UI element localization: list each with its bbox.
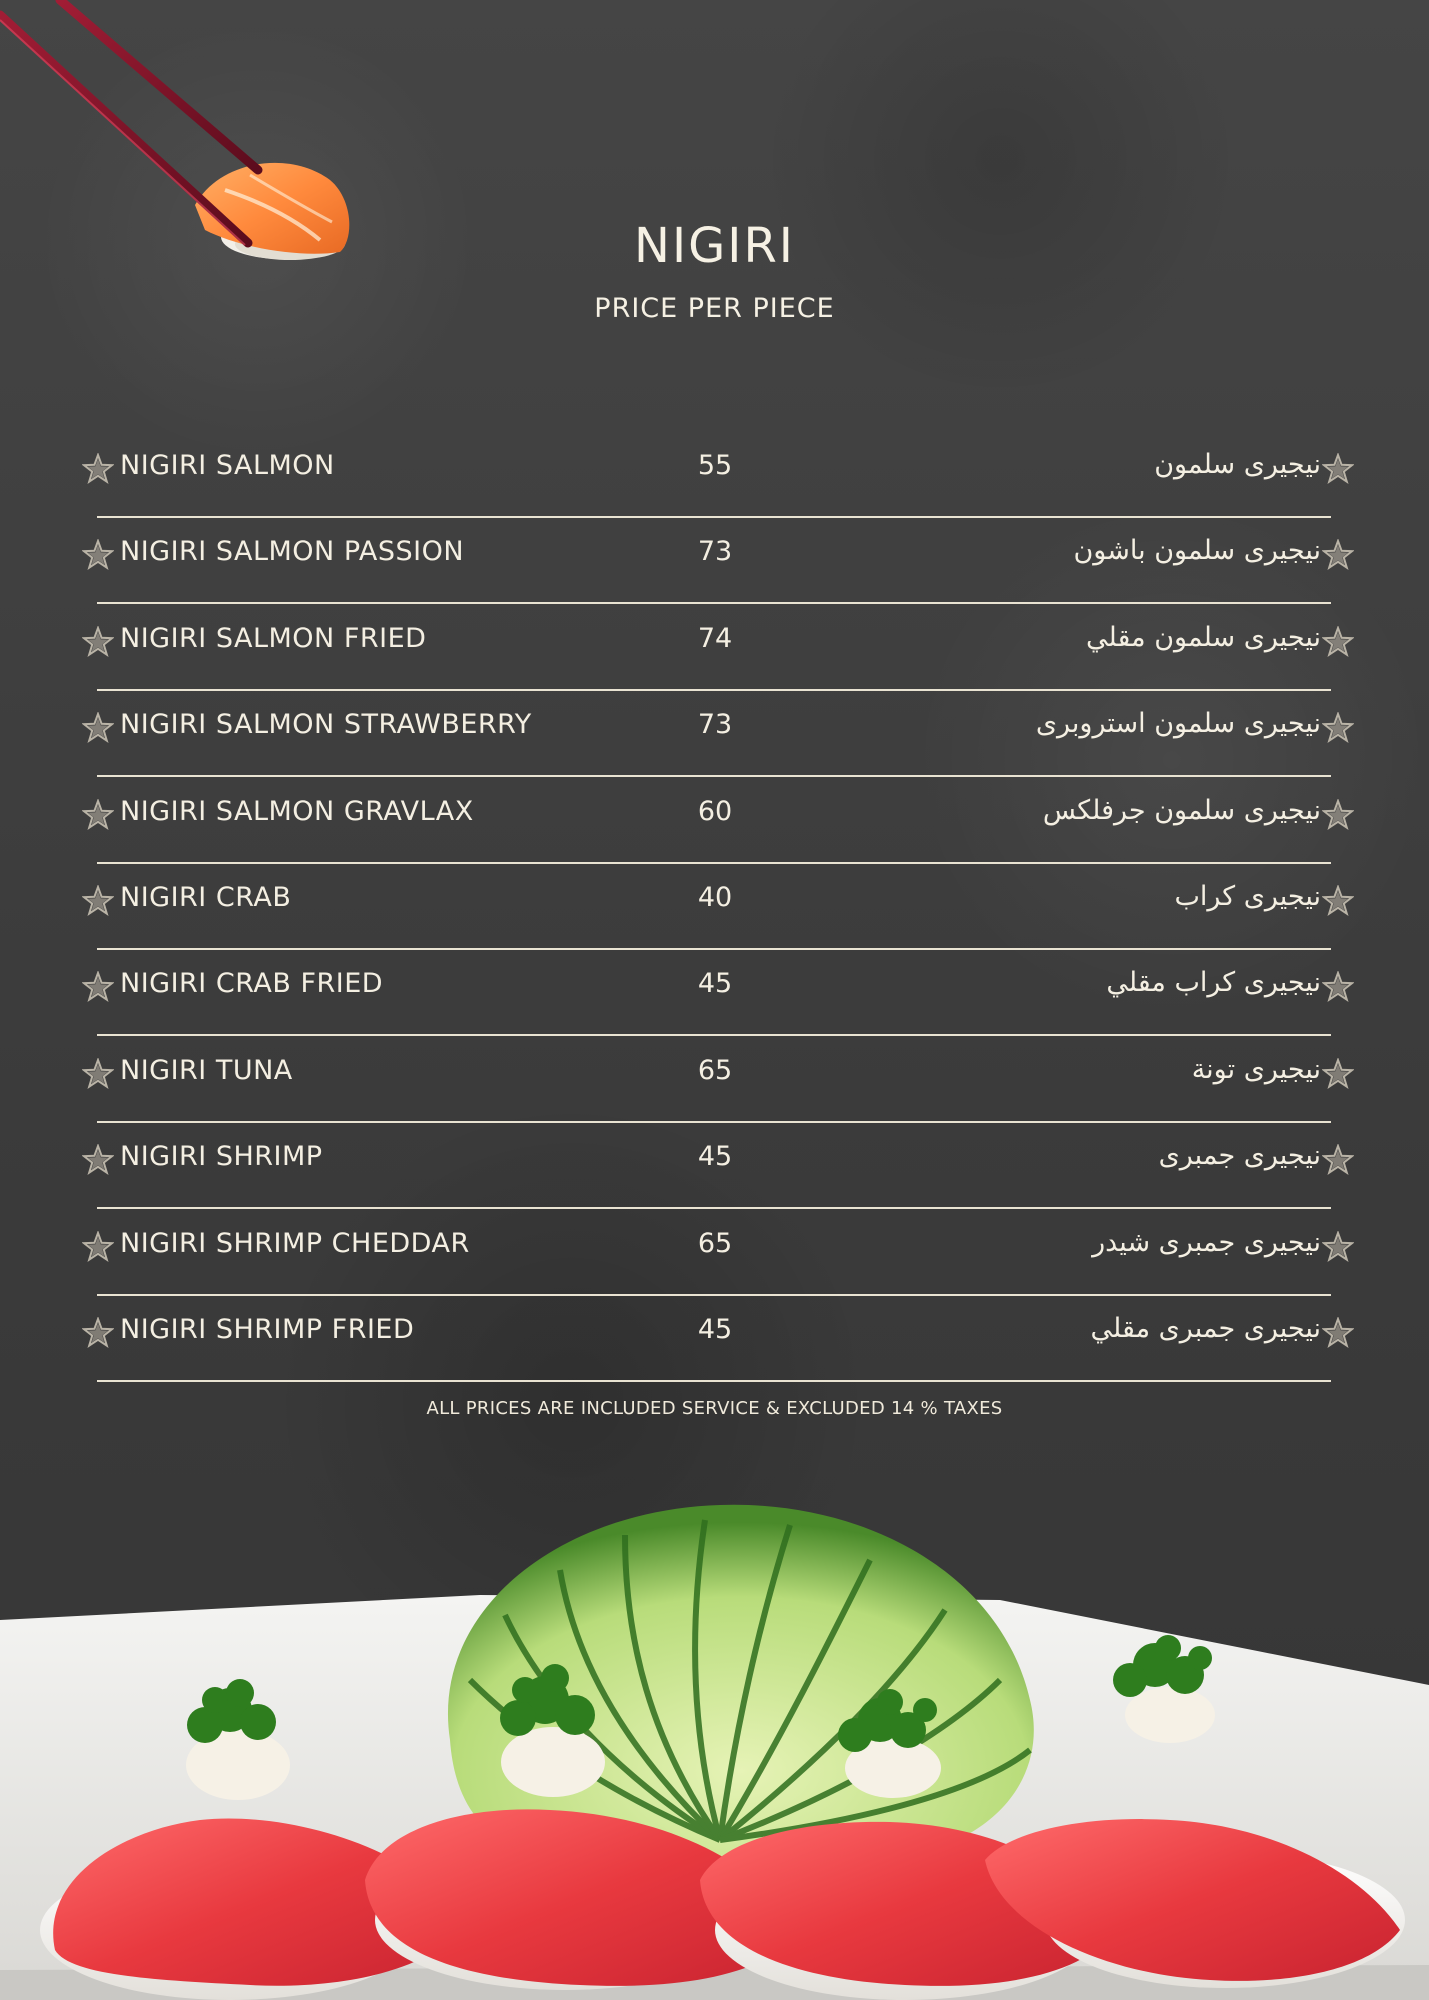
item-price: 65: [697, 1054, 733, 1086]
item-name-english: NIGIRI SHRIMP CHEDDAR: [120, 1227, 470, 1259]
star-icon: [1322, 799, 1354, 831]
item-name-arabic: نيجيرى كراب مقلي: [1106, 967, 1321, 999]
page-subtitle: PRICE PER PIECE: [594, 293, 835, 324]
star-icon: [1322, 539, 1354, 571]
item-name-arabic: نيجيرى جمبرى مقلي: [1090, 1312, 1321, 1344]
star-icon: [82, 626, 114, 658]
item-price: 45: [697, 1141, 733, 1173]
star-icon: [82, 1231, 114, 1263]
price-note: ALL PRICES ARE INCLUDED SERVICE & EXCLUDED 14 % TAXES: [426, 1398, 1003, 1419]
item-price: 73: [697, 709, 733, 741]
star-icon: [1322, 971, 1354, 1003]
star-icon: [82, 1144, 114, 1176]
star-icon: [1322, 712, 1354, 744]
star-icon: [1322, 453, 1354, 485]
menu-item-row: [0, 869, 1429, 955]
menu-item-row: [0, 783, 1429, 869]
item-name-english: NIGIRI SHRIMP FRIED: [120, 1313, 415, 1345]
menu-item-row: [0, 523, 1429, 609]
item-price: 55: [697, 450, 733, 481]
star-icon: [82, 1317, 114, 1349]
item-name-arabic: نيجيرى جمبرى: [1158, 1140, 1321, 1172]
item-name-arabic: نيجيرى كراب: [1174, 880, 1321, 912]
item-name-english: NIGIRI CRAB FRIED: [120, 968, 384, 1000]
item-price: 45: [697, 968, 733, 1000]
page-title: NIGIRI: [634, 218, 795, 274]
item-name-arabic: نيجيرى سلمون مقلي: [1086, 621, 1321, 653]
star-icon: [82, 453, 114, 485]
item-name-arabic: نيجيرى سلمون جرفلكس: [1042, 794, 1321, 826]
item-name-arabic: نيجيرى سلمون باشون: [1073, 535, 1321, 567]
item-price: 60: [697, 795, 733, 827]
menu-item-row: [0, 1215, 1429, 1301]
menu-list: [0, 437, 1429, 1387]
star-icon: [82, 712, 114, 744]
star-icon: [1322, 885, 1354, 917]
item-name-english: NIGIRI TUNA: [120, 1054, 293, 1086]
item-name-arabic: نيجيرى جمبرى شيدر: [1092, 1226, 1321, 1258]
item-price: 40: [697, 881, 733, 913]
star-icon: [82, 1058, 114, 1090]
item-name-english: NIGIRI SALMON: [120, 450, 335, 481]
item-name-english: NIGIRI SALMON FRIED: [120, 622, 427, 654]
star-icon: [82, 539, 114, 571]
item-price: 45: [697, 1313, 733, 1345]
item-name-english: NIGIRI SALMON PASSION: [120, 536, 465, 568]
tuna-nigiri-plate-image: [0, 1410, 1429, 2000]
menu-item-row: [0, 437, 1429, 523]
star-icon: [82, 885, 114, 917]
item-name-english: NIGIRI SALMON GRAVLAX: [120, 795, 474, 827]
star-icon: [1322, 1317, 1354, 1349]
star-icon: [1322, 1058, 1354, 1090]
menu-item-row: [0, 610, 1429, 696]
star-icon: [82, 799, 114, 831]
star-icon: [1322, 1231, 1354, 1263]
menu-item-row: [0, 955, 1429, 1041]
item-price: 73: [697, 536, 733, 568]
item-name-english: NIGIRI SHRIMP: [120, 1141, 323, 1173]
item-name-english: NIGIRI CRAB: [120, 881, 292, 913]
star-icon: [1322, 1144, 1354, 1176]
item-price: 74: [697, 622, 733, 654]
item-price: 65: [697, 1227, 733, 1259]
star-icon: [1322, 626, 1354, 658]
star-icon: [82, 971, 114, 1003]
item-name-arabic: نيجيرى تونة: [1191, 1053, 1321, 1085]
item-name-arabic: نيجيرى سلمون استروبرى: [1035, 708, 1321, 740]
item-name-arabic: نيجيرى سلمون: [1154, 449, 1321, 480]
menu-item-row: [0, 1042, 1429, 1128]
menu-item-row: [0, 1128, 1429, 1214]
menu-item-row: [0, 1301, 1429, 1387]
menu-item-row: [0, 696, 1429, 782]
item-name-english: NIGIRI SALMON STRAWBERRY: [120, 709, 532, 741]
